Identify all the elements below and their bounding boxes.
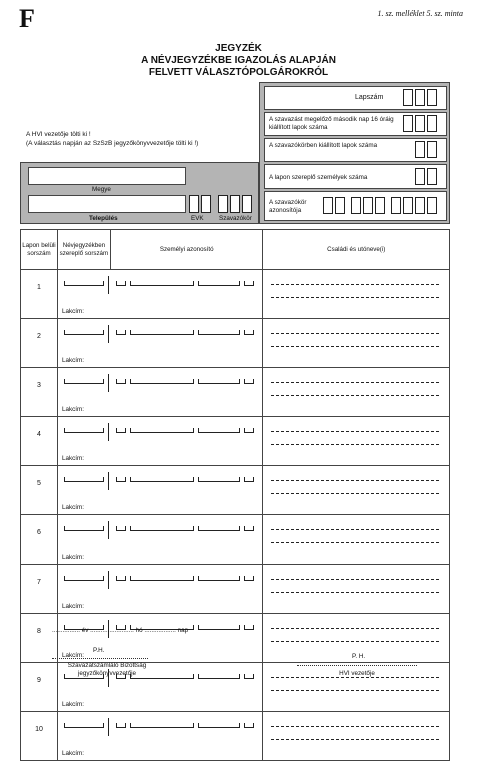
sig-line-left xyxy=(52,658,148,659)
row-number: 10 xyxy=(21,711,58,760)
lapszam-digit-3[interactable] xyxy=(427,89,437,106)
row-name-cell[interactable] xyxy=(263,515,450,564)
szemelyi-field-2[interactable] xyxy=(130,428,194,433)
megye-field[interactable] xyxy=(28,167,186,185)
szemelyi-field-3[interactable] xyxy=(198,526,240,531)
name-line xyxy=(271,431,439,432)
name-line xyxy=(271,529,439,530)
szavazokor-digit-3[interactable] xyxy=(242,195,252,213)
szavazokorben-label: A szavazókörben kiállított lapok száma xyxy=(269,142,378,149)
szemelyi-field-4[interactable] xyxy=(244,576,254,581)
szemelyi-field-3[interactable] xyxy=(198,281,240,286)
table-row xyxy=(21,319,450,368)
name-line xyxy=(271,382,439,383)
szemelyi-field-3[interactable] xyxy=(198,576,240,581)
address-line xyxy=(271,739,439,740)
szemelyi-field-2[interactable] xyxy=(130,281,194,286)
szemelyi-field-4[interactable] xyxy=(244,281,254,286)
annex-label: 1. sz. melléklet 5. sz. minta xyxy=(377,9,463,18)
szavazokorben-digit-1[interactable] xyxy=(415,141,425,158)
lakcim-label: Lakcím: xyxy=(61,651,84,659)
address-line xyxy=(271,346,439,347)
row-number: 1 xyxy=(21,270,58,319)
col-separator xyxy=(108,571,109,589)
szemelyi-field-1[interactable] xyxy=(116,477,126,482)
title-line-3: FELVETT VÁLASZTÓPOLGÁROKRÓL xyxy=(148,67,329,78)
szemelyi-field-4[interactable] xyxy=(244,330,254,335)
address-line xyxy=(271,395,439,396)
col-separator xyxy=(108,472,109,490)
name-line xyxy=(271,480,439,481)
row-id-cell[interactable] xyxy=(57,368,263,417)
szemelyi-field-3[interactable] xyxy=(198,428,240,433)
szereplo-digit-2[interactable] xyxy=(427,168,437,185)
col-lapon-belul: Lapon belüli sorszám xyxy=(21,230,58,270)
row-id-cell[interactable] xyxy=(57,270,263,319)
szemelyi-field-1[interactable] xyxy=(116,330,126,335)
lakcim-label: Lakcím: xyxy=(61,455,84,463)
table-header-row xyxy=(21,230,450,270)
azonosito-label: A szavazókör azonosítója xyxy=(269,199,307,214)
sig-line-right xyxy=(297,665,417,666)
right-info-box xyxy=(259,82,450,224)
name-line xyxy=(271,726,439,727)
ph-left: P.H. xyxy=(93,647,105,654)
row-number: 4 xyxy=(21,417,58,466)
address-line xyxy=(271,542,439,543)
sig-right: HVI vezetője xyxy=(339,670,375,677)
title-line-2: A NÉVJEGYZÉKBE IGAZOLÁS ALAPJÁN xyxy=(141,55,336,66)
szemelyi-field-1[interactable] xyxy=(116,526,126,531)
szemelyi-field-4[interactable] xyxy=(244,625,254,630)
nevjegyzek-sorszam-field[interactable] xyxy=(64,379,104,384)
lakcim-label: Lakcím: xyxy=(61,308,84,316)
szemelyi-field-2[interactable] xyxy=(130,379,194,384)
row-number: 2 xyxy=(21,319,58,368)
row-id-cell[interactable] xyxy=(57,711,263,760)
szavazokor-label: Szavazókör xyxy=(219,215,252,222)
address-line xyxy=(271,297,439,298)
szemelyi-field-4[interactable] xyxy=(244,674,254,679)
row-id-cell[interactable] xyxy=(57,319,263,368)
masodik-nap-digit-1[interactable] xyxy=(403,115,413,132)
note-szszb: (A választás napján az SzSzB jegyzőkönyvvezetője tölti ki !) xyxy=(26,140,199,147)
lakcim-label: Lakcím: xyxy=(61,553,84,561)
col-nev: Családi és utóneve(i) xyxy=(263,230,450,270)
address-line xyxy=(271,493,439,494)
telepules-field[interactable] xyxy=(28,195,186,213)
nevjegyzek-sorszam-field[interactable] xyxy=(64,723,104,728)
lakcim-label: Lakcím: xyxy=(61,602,84,610)
name-line xyxy=(271,579,439,580)
evk-label: EVK xyxy=(191,215,204,222)
szemelyi-field-1[interactable] xyxy=(116,379,126,384)
szemelyi-field-4[interactable] xyxy=(244,379,254,384)
lakcim-label: Lakcím: xyxy=(61,700,84,708)
azonosito-digit-3[interactable] xyxy=(351,197,361,214)
table-row xyxy=(21,711,450,760)
szemelyi-field-4[interactable] xyxy=(244,723,254,728)
azonosito-digit-4[interactable] xyxy=(363,197,373,214)
azonosito-digit-2[interactable] xyxy=(335,197,345,214)
nevjegyzek-sorszam-field[interactable] xyxy=(64,526,104,531)
szavazokor-digit-2[interactable] xyxy=(230,195,240,213)
szemelyi-field-3[interactable] xyxy=(198,477,240,482)
name-line xyxy=(271,333,439,334)
telepules-label: Település xyxy=(89,215,118,222)
lapszam-label: Lapszám xyxy=(355,94,384,101)
szemelyi-field-3[interactable] xyxy=(198,330,240,335)
row-name-cell[interactable] xyxy=(263,319,450,368)
address-line xyxy=(271,592,439,593)
szemelyi-field-2[interactable] xyxy=(130,330,194,335)
row-id-cell[interactable] xyxy=(57,564,263,613)
lakcim-label: Lakcím: xyxy=(61,357,84,365)
lapszam-digit-1[interactable] xyxy=(403,89,413,106)
col-nevjegyzek: Névjegyzékben szereplő sorszám xyxy=(57,230,110,270)
szavazokor-digit-1[interactable] xyxy=(218,195,228,213)
szemelyi-field-3[interactable] xyxy=(198,674,240,679)
lakcim-label: Lakcím: xyxy=(61,406,84,414)
szemelyi-field-2[interactable] xyxy=(130,723,194,728)
table-row xyxy=(21,368,450,417)
szemelyi-field-2[interactable] xyxy=(130,576,194,581)
col-separator xyxy=(108,325,109,343)
col-separator xyxy=(108,276,109,294)
voter-table xyxy=(20,229,450,761)
nevjegyzek-sorszam-field[interactable] xyxy=(64,281,104,286)
table-row xyxy=(21,613,450,662)
row-number: 6 xyxy=(21,515,58,564)
azonosito-digit-8[interactable] xyxy=(415,197,425,214)
evk-digit-1[interactable] xyxy=(189,195,199,213)
masodik-nap-digit-2[interactable] xyxy=(415,115,425,132)
azonosito-digit-1[interactable] xyxy=(323,197,333,214)
nevjegyzek-sorszam-field[interactable] xyxy=(64,576,104,581)
row-name-cell[interactable] xyxy=(263,368,450,417)
row-number: 3 xyxy=(21,368,58,417)
row-id-cell[interactable] xyxy=(57,515,263,564)
szemelyi-field-3[interactable] xyxy=(198,723,240,728)
table-row xyxy=(21,515,450,564)
szemelyi-field-3[interactable] xyxy=(198,379,240,384)
row-id-cell[interactable] xyxy=(57,417,263,466)
row-name-cell[interactable] xyxy=(263,564,450,613)
szemelyi-field-1[interactable] xyxy=(116,428,126,433)
sig-left-2: jegyzőkönyvvezetője xyxy=(77,670,137,677)
szemelyi-field-2[interactable] xyxy=(130,477,194,482)
lakcim-label: Lakcím: xyxy=(61,504,84,512)
date-line: ................ év ......................... hó .................. nap xyxy=(52,627,189,634)
form-letter: F xyxy=(19,4,35,33)
table-row xyxy=(21,564,450,613)
masodik-nap-label: A szavazást megelőző második nap 16 óráig kiállított lapok száma xyxy=(269,116,394,131)
szemelyi-field-4[interactable] xyxy=(244,526,254,531)
col-szemelyi: Személyi azonosító xyxy=(110,230,263,270)
row-number: 7 xyxy=(21,564,58,613)
table-row xyxy=(21,270,450,319)
table-row xyxy=(21,466,450,515)
row-number: 5 xyxy=(21,466,58,515)
nevjegyzek-sorszam-field[interactable] xyxy=(64,428,104,433)
masodik-nap-digit-3[interactable] xyxy=(427,115,437,132)
address-line xyxy=(271,641,439,642)
azonosito-digit-9[interactable] xyxy=(427,197,437,214)
azonosito-digit-5[interactable] xyxy=(375,197,385,214)
szemelyi-field-4[interactable] xyxy=(244,477,254,482)
col-separator xyxy=(108,423,109,441)
address-line xyxy=(271,690,439,691)
row-id-cell[interactable] xyxy=(57,466,263,515)
nevjegyzek-sorszam-field[interactable] xyxy=(64,330,104,335)
row-name-cell[interactable] xyxy=(263,270,450,319)
szemelyi-field-2[interactable] xyxy=(130,526,194,531)
evk-digit-2[interactable] xyxy=(201,195,211,213)
szemelyi-field-1[interactable] xyxy=(116,723,126,728)
azonosito-digit-7[interactable] xyxy=(403,197,413,214)
szemelyi-field-3[interactable] xyxy=(198,625,240,630)
szemelyi-field-1[interactable] xyxy=(116,281,126,286)
lapszam-digit-2[interactable] xyxy=(415,89,425,106)
szemelyi-field-1[interactable] xyxy=(116,576,126,581)
row-number: 8 xyxy=(21,613,58,662)
title-line-1: JEGYZÉK xyxy=(215,43,262,54)
szereplo-label: A lapon szereplő személyek száma xyxy=(269,174,368,181)
col-separator xyxy=(108,521,109,539)
note-hvi: A HVI vezetője tölti ki ! xyxy=(26,131,91,138)
azonosito-digit-6[interactable] xyxy=(391,197,401,214)
table-row xyxy=(21,417,450,466)
name-line xyxy=(271,284,439,285)
col-separator xyxy=(108,374,109,392)
szereplo-digit-1[interactable] xyxy=(415,168,425,185)
sig-left-1: Szavazatszámláló Bizottság xyxy=(67,662,147,669)
ph-right: P. H. xyxy=(352,653,366,660)
row-id-cell[interactable] xyxy=(57,613,263,662)
szavazokorben-digit-2[interactable] xyxy=(427,141,437,158)
col-separator xyxy=(108,718,109,736)
address-line xyxy=(271,444,439,445)
name-line xyxy=(271,628,439,629)
lakcim-label: Lakcím: xyxy=(61,749,84,757)
row-number: 9 xyxy=(21,662,58,711)
row-name-cell[interactable] xyxy=(263,711,450,760)
location-box xyxy=(20,162,259,224)
megye-label: Megye xyxy=(92,186,111,193)
row-name-cell[interactable] xyxy=(263,466,450,515)
row-name-cell[interactable] xyxy=(263,417,450,466)
nevjegyzek-sorszam-field[interactable] xyxy=(64,477,104,482)
szemelyi-field-4[interactable] xyxy=(244,428,254,433)
